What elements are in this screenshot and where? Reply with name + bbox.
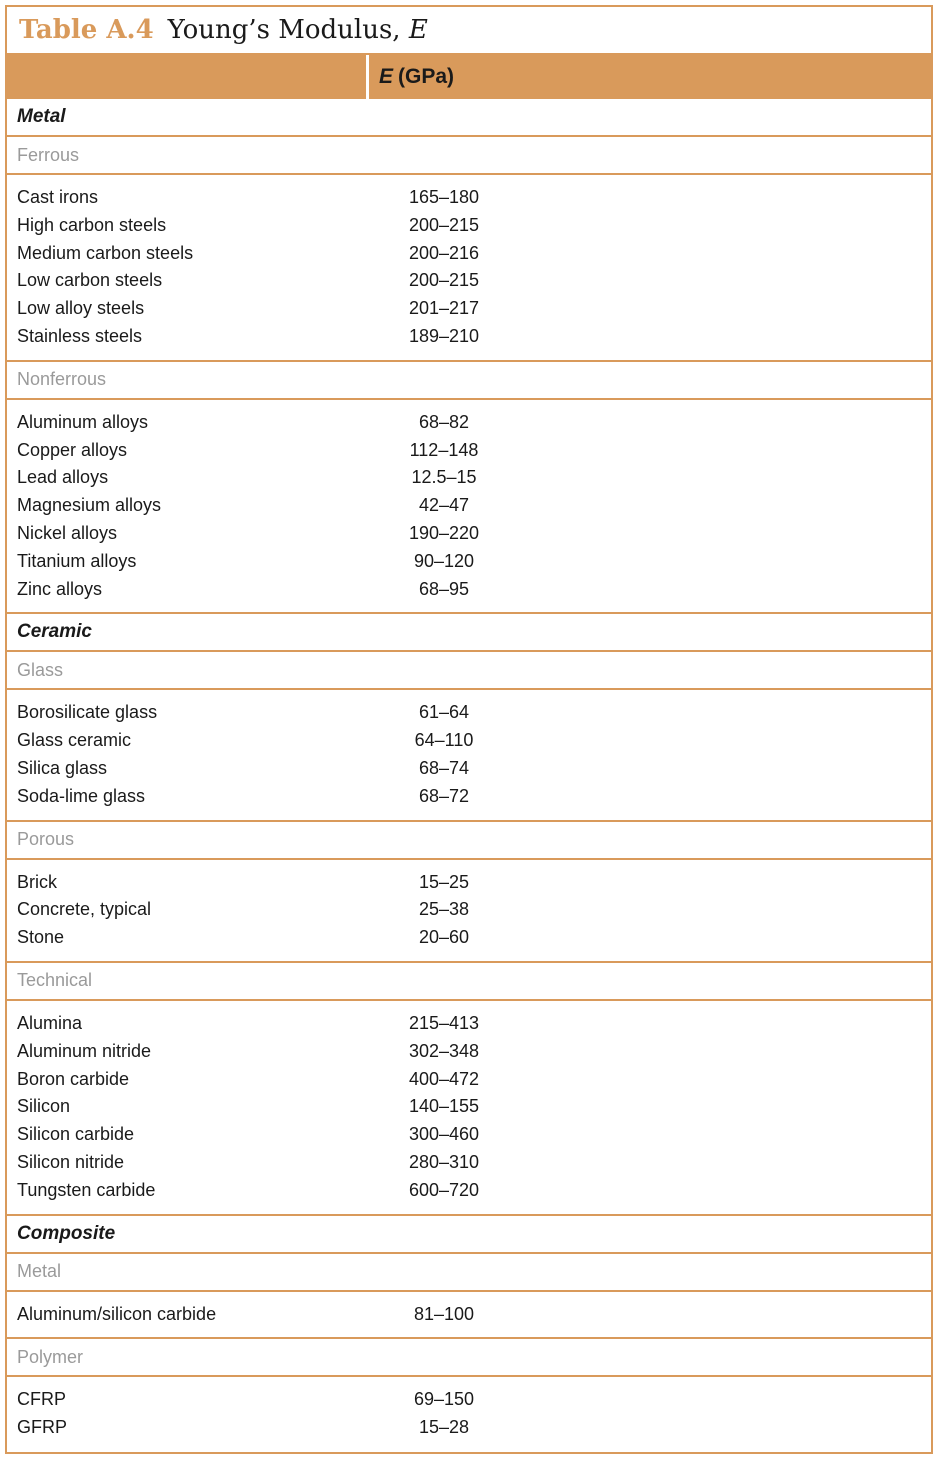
- modulus-value: 302–348: [408, 1040, 480, 1061]
- modulus-value: 42–47: [418, 495, 470, 516]
- table-title: [7, 7, 931, 55]
- table-row: [7, 547, 931, 575]
- table-row: [7, 1176, 931, 1204]
- table-row: [7, 1385, 931, 1413]
- modulus-value: 165–180: [408, 187, 480, 207]
- table-row: [7, 895, 931, 923]
- category-row: Metal: [7, 99, 931, 137]
- table-row: [7, 1065, 931, 1093]
- table-row: [7, 436, 931, 464]
- modulus-value: 201–217: [408, 298, 480, 319]
- table-row: [7, 239, 931, 267]
- modulus-value: 68–74: [418, 757, 470, 778]
- modulus-value: 68–72: [418, 785, 470, 806]
- item-group: [7, 175, 931, 362]
- material-name: Copper alloys: [17, 439, 128, 460]
- material-name: Aluminum/silicon carbide: [17, 1303, 217, 1324]
- table-row: [7, 1092, 931, 1120]
- table-row: [7, 183, 931, 211]
- header-unit: (GPa): [398, 65, 455, 88]
- item-group: [7, 1292, 931, 1340]
- modulus-value: 20–60: [418, 927, 470, 948]
- material-name: Low carbon steels: [17, 270, 163, 291]
- material-name: Stainless steels: [17, 325, 143, 346]
- table-row: [7, 726, 931, 754]
- modulus-value: 200–215: [408, 214, 480, 235]
- subcategory-row: Metal: [7, 1254, 931, 1292]
- table-row: [7, 519, 931, 547]
- material-name: Concrete, typical: [17, 899, 152, 920]
- table-row: [7, 211, 931, 239]
- item-group: [7, 1377, 931, 1451]
- table-row: [7, 754, 931, 782]
- material-name: Medium carbon steels: [17, 242, 194, 263]
- material-name: Boron carbide: [17, 1068, 130, 1089]
- subcategory-row: Polymer: [7, 1339, 931, 1377]
- table-title-text: Young’s Modulus,: [167, 15, 401, 45]
- material-name: Tungsten carbide: [17, 1179, 156, 1200]
- table-row: [7, 1009, 931, 1037]
- table-row: [7, 1300, 931, 1328]
- modulus-value: 64–110: [414, 730, 474, 751]
- material-name: Brick: [17, 871, 57, 892]
- material-name: Magnesium alloys: [17, 495, 162, 516]
- modulus-value: 15–25: [418, 871, 470, 892]
- modulus-value: 81–100: [413, 1303, 475, 1324]
- modulus-value: 215–413: [408, 1012, 480, 1033]
- item-group: [7, 400, 931, 615]
- modulus-value: 200–216: [408, 242, 480, 263]
- table-row: [7, 266, 931, 294]
- modulus-value: 112–148: [409, 439, 479, 460]
- table-row: [7, 1148, 931, 1176]
- modulus-value: 400–472: [408, 1068, 480, 1089]
- column-header-modulus: [379, 55, 454, 99]
- category-row: Composite: [7, 1216, 931, 1254]
- material-name: Lead alloys: [17, 467, 109, 488]
- table-row: [7, 698, 931, 726]
- modulus-value: 68–82: [418, 411, 470, 432]
- table-number: Table A.4: [19, 15, 154, 45]
- modulus-value: 140–155: [408, 1096, 480, 1117]
- material-name: Aluminum alloys: [17, 411, 149, 432]
- modulus-value: 15–28: [418, 1417, 470, 1438]
- category-row: Ceramic: [7, 614, 931, 652]
- material-name: Silicon nitride: [17, 1151, 125, 1172]
- table-body: [7, 99, 931, 1451]
- item-group: [7, 860, 931, 963]
- table-row: [7, 322, 931, 350]
- table-row: [7, 294, 931, 322]
- modulus-value: 25–38: [418, 899, 470, 920]
- material-name: Alumina: [17, 1012, 83, 1033]
- subcategory-row: Nonferrous: [7, 362, 931, 400]
- material-name: High carbon steels: [17, 214, 167, 235]
- header-variable: E: [379, 65, 394, 88]
- table-row: [7, 575, 931, 603]
- material-name: Low alloy steels: [17, 298, 145, 319]
- table-row: [7, 491, 931, 519]
- material-name: Silica glass: [17, 757, 108, 778]
- table-frame: [5, 5, 933, 1454]
- material-name: Silicon carbide: [17, 1124, 135, 1145]
- column-header-row: [7, 55, 931, 99]
- table-row: [7, 868, 931, 896]
- modulus-value: 68–95: [418, 578, 470, 599]
- modulus-value: 280–310: [408, 1151, 480, 1172]
- table-row: [7, 782, 931, 810]
- material-name: GFRP: [17, 1417, 68, 1438]
- subcategory-row: Ferrous: [7, 137, 931, 175]
- subcategory-row: Technical: [7, 963, 931, 1001]
- table-row: [7, 463, 931, 491]
- material-name: Stone: [17, 927, 65, 948]
- modulus-value: 300–460: [408, 1124, 480, 1145]
- material-name: Zinc alloys: [17, 578, 103, 599]
- table-row: [7, 1413, 931, 1441]
- material-name: Glass ceramic: [17, 730, 132, 751]
- modulus-value: 200–215: [408, 270, 480, 291]
- item-group: [7, 1001, 931, 1216]
- material-name: Titanium alloys: [17, 550, 137, 571]
- material-name: Nickel alloys: [17, 522, 118, 543]
- table-row: [7, 1037, 931, 1065]
- modulus-value: 600–720: [408, 1179, 480, 1200]
- table-row: [7, 408, 931, 436]
- modulus-value: 69–150: [413, 1389, 475, 1410]
- item-group: [7, 690, 931, 821]
- subcategory-row: Glass: [7, 652, 931, 690]
- table-row: [7, 923, 931, 951]
- material-name: CFRP: [17, 1389, 66, 1410]
- header-divider: [366, 55, 369, 99]
- modulus-value: 12.5–15: [411, 467, 477, 488]
- modulus-value: 189–210: [408, 325, 480, 346]
- material-name: Borosilicate glass: [17, 702, 158, 723]
- material-name: Cast irons: [17, 187, 99, 207]
- table-row: [7, 1120, 931, 1148]
- subcategory-row: Porous: [7, 822, 931, 860]
- modulus-value: 90–120: [413, 550, 475, 571]
- modulus-value: 61–64: [418, 702, 470, 723]
- modulus-value: 190–220: [408, 522, 480, 543]
- material-name: Soda-lime glass: [17, 785, 146, 806]
- table-title-variable: E: [408, 15, 428, 45]
- material-name: Silicon: [17, 1096, 71, 1117]
- material-name: Aluminum nitride: [17, 1040, 152, 1061]
